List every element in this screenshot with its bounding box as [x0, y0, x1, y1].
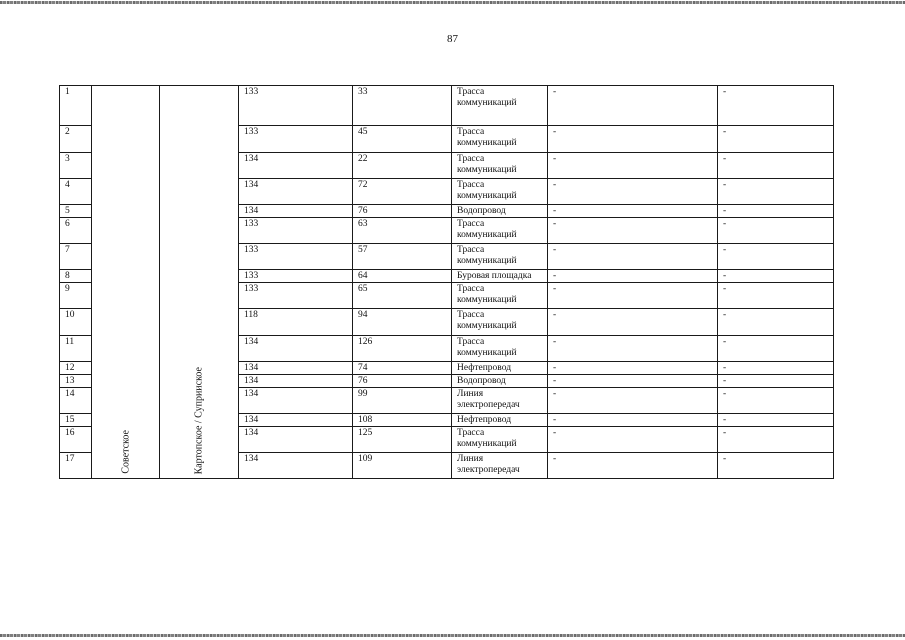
register-table	[59, 85, 834, 479]
plot-cell: 64	[353, 270, 452, 283]
row-number-cell: 13	[60, 375, 92, 388]
district-label: Советское	[120, 430, 131, 474]
value-cell-8: -	[718, 336, 834, 362]
row-number-cell: 3	[60, 153, 92, 179]
row-number-cell: 10	[60, 309, 92, 336]
register-table-body	[60, 86, 834, 479]
value-cell-7: -	[548, 427, 718, 453]
row-number-cell: 14	[60, 388, 92, 414]
row-number-cell: 2	[60, 126, 92, 153]
value-cell-7: -	[548, 244, 718, 270]
value-cell-8: -	[718, 244, 834, 270]
value-cell-8: -	[718, 270, 834, 283]
plot-cell: 126	[353, 336, 452, 362]
value-cell-8: -	[718, 218, 834, 244]
quarter-cell: 134	[239, 453, 353, 479]
value-cell-8: -	[718, 86, 834, 126]
value-cell-7: -	[548, 362, 718, 375]
value-cell-8: -	[718, 283, 834, 309]
purpose-cell: Трасса коммуникаций	[452, 427, 548, 453]
row-number-cell: 4	[60, 179, 92, 205]
value-cell-8: -	[718, 375, 834, 388]
plot-cell: 33	[353, 86, 452, 126]
purpose-cell: Трасса коммуникаций	[452, 126, 548, 153]
plot-cell: 99	[353, 388, 452, 414]
plot-cell: 65	[353, 283, 452, 309]
purpose-cell: Нефтепровод	[452, 362, 548, 375]
purpose-cell: Линия электропередач	[452, 453, 548, 479]
scan-edge-top	[0, 1, 905, 4]
purpose-cell: Трасса коммуникаций	[452, 153, 548, 179]
purpose-cell: Трасса коммуникаций	[452, 309, 548, 336]
plot-cell: 74	[353, 362, 452, 375]
plot-cell: 57	[353, 244, 452, 270]
row-number-cell: 17	[60, 453, 92, 479]
value-cell-7: -	[548, 179, 718, 205]
row-number-cell: 5	[60, 205, 92, 218]
plot-cell: 76	[353, 205, 452, 218]
row-number-cell: 7	[60, 244, 92, 270]
row-number-cell: 12	[60, 362, 92, 375]
table-row	[60, 86, 834, 126]
settlement-cell	[160, 86, 239, 479]
quarter-cell: 133	[239, 270, 353, 283]
quarter-cell: 133	[239, 244, 353, 270]
row-number-cell: 1	[60, 86, 92, 126]
purpose-cell: Буровая площадка	[452, 270, 548, 283]
value-cell-8: -	[718, 388, 834, 414]
value-cell-7: -	[548, 283, 718, 309]
value-cell-7: -	[548, 375, 718, 388]
plot-cell: 125	[353, 427, 452, 453]
plot-cell: 108	[353, 414, 452, 427]
plot-cell: 94	[353, 309, 452, 336]
value-cell-7: -	[548, 388, 718, 414]
value-cell-8: -	[718, 414, 834, 427]
quarter-cell: 133	[239, 218, 353, 244]
quarter-cell: 133	[239, 86, 353, 126]
quarter-cell: 134	[239, 362, 353, 375]
value-cell-7: -	[548, 126, 718, 153]
value-cell-7: -	[548, 153, 718, 179]
purpose-cell: Линия электропередач	[452, 388, 548, 414]
quarter-cell: 134	[239, 336, 353, 362]
value-cell-8: -	[718, 309, 834, 336]
value-cell-8: -	[718, 453, 834, 479]
value-cell-7: -	[548, 336, 718, 362]
purpose-cell: Трасса коммуникаций	[452, 244, 548, 270]
row-number-cell: 9	[60, 283, 92, 309]
value-cell-7: -	[548, 270, 718, 283]
purpose-cell: Трасса коммуникаций	[452, 336, 548, 362]
value-cell-8: -	[718, 427, 834, 453]
purpose-cell: Нефтепровод	[452, 414, 548, 427]
plot-cell: 72	[353, 179, 452, 205]
purpose-cell: Трасса коммуникаций	[452, 283, 548, 309]
row-number-cell: 16	[60, 427, 92, 453]
value-cell-7: -	[548, 218, 718, 244]
quarter-cell: 134	[239, 388, 353, 414]
value-cell-8: -	[718, 126, 834, 153]
purpose-cell: Трасса коммуникаций	[452, 179, 548, 205]
purpose-cell: Трасса коммуникаций	[452, 218, 548, 244]
value-cell-8: -	[718, 153, 834, 179]
quarter-cell: 134	[239, 375, 353, 388]
value-cell-7: -	[548, 205, 718, 218]
row-number-cell: 15	[60, 414, 92, 427]
purpose-cell: Водопровод	[452, 375, 548, 388]
row-number-cell: 8	[60, 270, 92, 283]
value-cell-8: -	[718, 362, 834, 375]
scan-edge-bottom	[0, 634, 905, 637]
purpose-cell: Водопровод	[452, 205, 548, 218]
plot-cell: 45	[353, 126, 452, 153]
quarter-cell: 134	[239, 414, 353, 427]
quarter-cell: 118	[239, 309, 353, 336]
value-cell-7: -	[548, 309, 718, 336]
quarter-cell: 134	[239, 179, 353, 205]
plot-cell: 76	[353, 375, 452, 388]
row-number-cell: 11	[60, 336, 92, 362]
value-cell-7: -	[548, 414, 718, 427]
row-number-cell: 6	[60, 218, 92, 244]
quarter-cell: 134	[239, 153, 353, 179]
district-cell	[92, 86, 160, 479]
plot-cell: 22	[353, 153, 452, 179]
value-cell-8: -	[718, 205, 834, 218]
plot-cell: 109	[353, 453, 452, 479]
plot-cell: 63	[353, 218, 452, 244]
value-cell-7: -	[548, 453, 718, 479]
value-cell-8: -	[718, 179, 834, 205]
quarter-cell: 133	[239, 126, 353, 153]
quarter-cell: 134	[239, 427, 353, 453]
settlement-label: Картопское / Суприиское	[193, 366, 205, 474]
purpose-cell: Трасса коммуникаций	[452, 86, 548, 126]
value-cell-7: -	[548, 86, 718, 126]
quarter-cell: 134	[239, 205, 353, 218]
quarter-cell: 133	[239, 283, 353, 309]
page-number: 87	[447, 33, 458, 45]
